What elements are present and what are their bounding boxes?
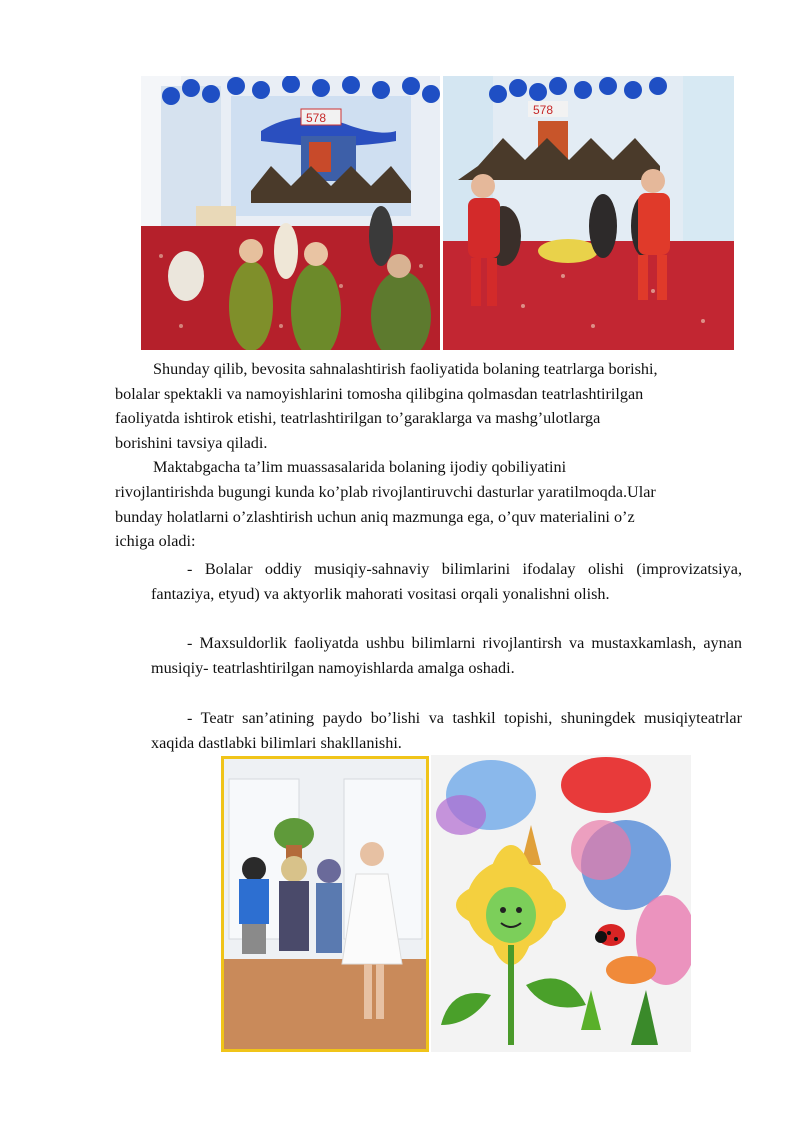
paragraph-line: faoliyatda ishtirok etishi, teatrlashtirilgan to’garaklarga va mashg’ulotlarga — [115, 409, 601, 428]
list-item-text: - Bolalar oddiy musiqiy-sahnaviy bilimlarini ifodalay olishi (improvizatsiya, fantaziya, etyud) va aktyorlik mahorati vositasi orqali yonalishni olish. — [151, 560, 742, 603]
paragraph-line: Maktabgacha ta’lim muassasalarida bolaning ijodiy qobiliyatini — [153, 458, 567, 477]
paragraph-line: rivojlantirishda bugungi kunda ko’plab rivojlantiruvchi dasturlar yaratilmoqda.Ular — [115, 482, 656, 501]
photo-children-masks — [221, 756, 429, 1052]
paragraph-line: bolalar spektakli va namoyishlarini tomosha qilibgina qolmasdan teatrlashtirilgan — [115, 384, 644, 403]
list-item-text: - Maxsuldorlik faoliyatda ushbu bilimlarni rivojlantirsh va mustaxkamlash, aynan musiqiy- teatrlashtirilgan namoyishlarda amalga oshadi. — [151, 634, 742, 677]
paragraph-line: ichiga oladi: — [115, 532, 196, 551]
photo-stage-dance-right — [443, 76, 734, 350]
paragraph-line: Shunday qilib, bevosita sahnalashtirish faoliyatida bolaning teatrlarga borishi, — [153, 360, 658, 378]
list-item-text: - Teatr san’atining paydo bo’lishi va tashkil topishi, shuningdek musiqiyteatrlar xaqida dastlabki bilimlari shakllanishi. — [151, 709, 742, 752]
stage-left-sign: 578 — [306, 111, 327, 125]
photo-flowers-illustration — [431, 755, 691, 1052]
photo-stage-dance-left — [141, 76, 440, 350]
paragraph — [115, 357, 745, 455]
paragraph — [115, 455, 745, 553]
list-item — [151, 557, 742, 606]
list-item — [151, 631, 742, 680]
stage-right-sign: 578 — [533, 103, 554, 117]
paragraph-line: borishini tavsiya qiladi. — [115, 433, 268, 452]
body-text — [115, 357, 745, 554]
paragraph-line: bunday holatlarni o’zlashtirish uchun aniq mazmunga ega, o’quv materialini o’z — [115, 507, 635, 526]
list-item — [151, 706, 742, 755]
